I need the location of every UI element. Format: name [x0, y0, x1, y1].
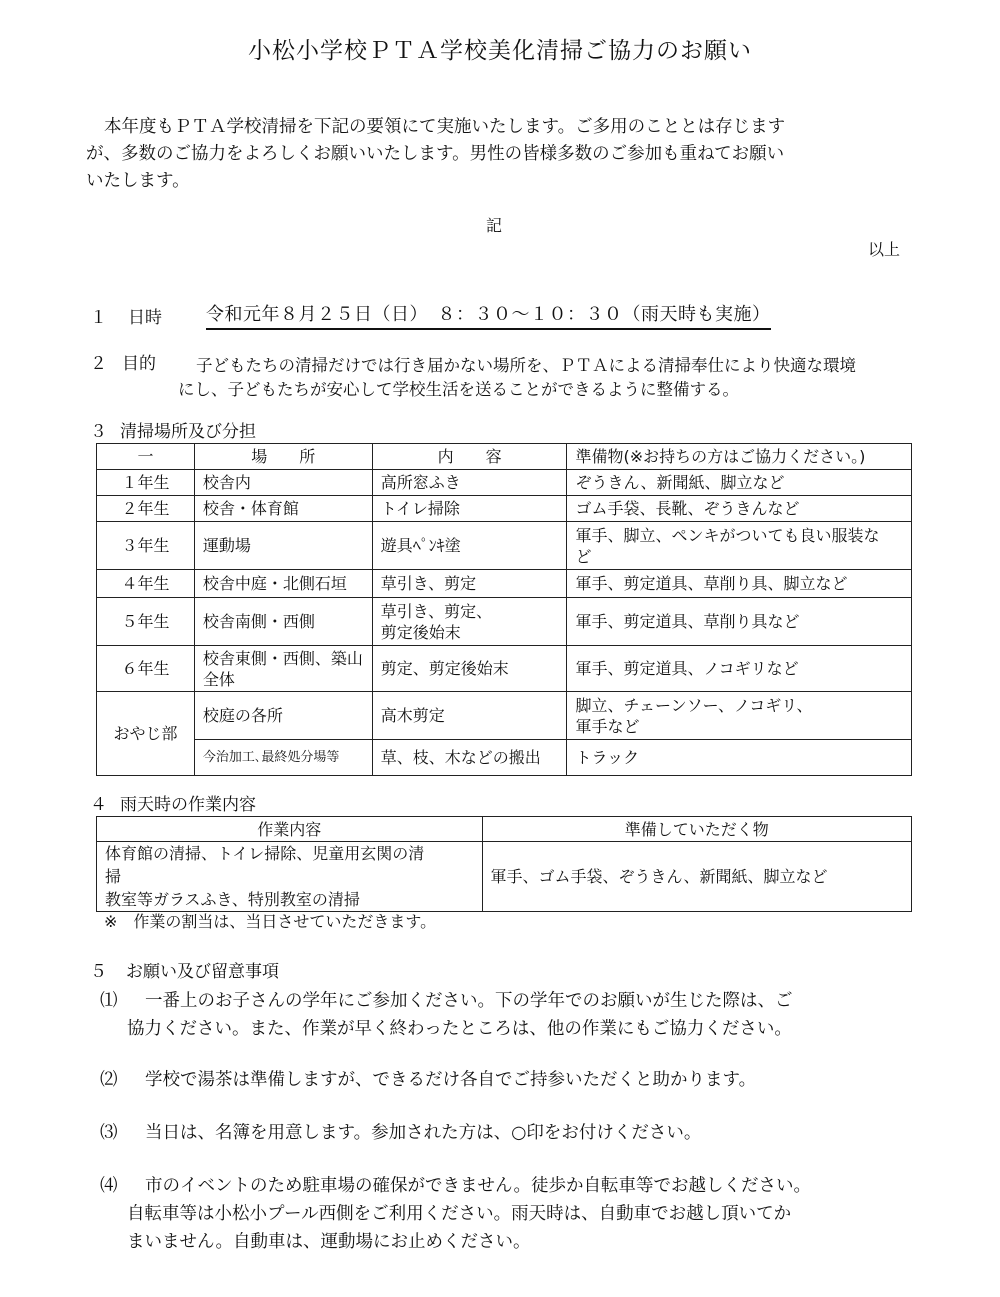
content-line: 草引き、剪定、 [380, 601, 493, 621]
purpose-line: にし、子どもたちが安心して学校生活を送ることができるように整備する。 [178, 380, 739, 399]
items-line: 軍手、脚立、ペンキがついても良い服装な [575, 525, 880, 545]
purpose-line: 子どもたちの清掃だけでは行き届かない場所を、ＰＴＡによる清掃奉仕により快適な環境 [196, 356, 856, 375]
section4-number: ４ [90, 795, 107, 815]
place-cell: 今治加工､最終処分場等 [194, 740, 372, 776]
assignment-note: ※ 作業の割当は、当日させていただきます。 [104, 912, 437, 931]
items-cell: ゴム手袋、長靴、ぞうきんなど [567, 496, 912, 522]
rainy-day-table [96, 816, 912, 912]
items-cell: 軍手、剪定道具、ノコギリなど [567, 646, 912, 692]
items-cell [567, 692, 912, 740]
grade-cell: ５年生 [97, 598, 195, 646]
request-text [127, 987, 915, 1043]
request-line: 一番上のお子さんの学年にご参加ください。下の学年でのお願いが生じた際は、ご [145, 991, 793, 1011]
content-cell: 草引き、剪定 [372, 570, 567, 598]
items-cell: 軍手、剪定道具、草削り具など [567, 598, 912, 646]
work-cell [97, 842, 483, 912]
items-cell [567, 522, 912, 570]
grade-cell: ３年生 [97, 522, 195, 570]
request-number: ⑴ [100, 991, 118, 1011]
request-line: 協力ください。また、作業が早く終わったところは、他の作業にもご協力ください。 [127, 1019, 792, 1039]
content-cell: 高木剪定 [372, 692, 567, 740]
content-cell: 剪定、剪定後始末 [372, 646, 567, 692]
request-line: 学校で湯茶は準備しますが、できるだけ各自でご持参いただくと助かります。 [145, 1070, 757, 1090]
section1-number: １ [90, 308, 107, 328]
request-item [100, 1119, 915, 1147]
content-cell [372, 598, 567, 646]
grade-cell: ２年生 [97, 496, 195, 522]
section2-label: 目的 [122, 354, 156, 374]
request-line: まいません。自動車は、運動場にお止めください。 [127, 1232, 531, 1252]
content-cell: トイレ掃除 [372, 496, 567, 522]
section5-number: ５ [90, 962, 107, 982]
table-row [97, 740, 912, 776]
table-row [97, 522, 912, 570]
request-number: ⑷ [100, 1176, 118, 1196]
request-number: ⑵ [100, 1070, 118, 1090]
grade-cell: ４年生 [97, 570, 195, 598]
section2-number: ２ [90, 354, 107, 374]
request-item [100, 987, 915, 1043]
purpose-text [178, 354, 918, 402]
place-cell: 校舎・体育館 [194, 496, 372, 522]
section5-label: お願い及び留意事項 [126, 962, 279, 982]
request-item [100, 1066, 915, 1094]
place-line: 全体 [202, 669, 235, 689]
section1-label: 日時 [128, 308, 162, 328]
table-header: 準備していただく物 [482, 817, 911, 842]
request-item [100, 1172, 915, 1256]
section3-label: 清掃場所及び分担 [120, 422, 256, 442]
cleaning-assignment-table [96, 443, 912, 776]
table-header: 準備物(※お持ちの方はご協力ください。) [567, 444, 912, 470]
items-line: 脚立、チェーンソー、ノコギリ、 [575, 695, 813, 715]
work-line: 体育館の清掃、トイレ掃除、児童用玄関の清 [105, 844, 425, 863]
place-cell [194, 646, 372, 692]
intro-line: 本年度もＰＴＡ学校清掃を下記の要領にて実施いたします。ご多用のこととは存じます [104, 117, 786, 137]
items-cell: ぞうきん、新聞紙、脚立など [567, 470, 912, 496]
intro-line: が、多数のご協力をよろしくお願いいたします。男性の皆様多数のご参加も重ねてお願い [86, 144, 785, 164]
place-cell: 校舎内 [194, 470, 372, 496]
table-header-row [97, 817, 912, 842]
place-cell: 校舎中庭・北側石垣 [194, 570, 372, 598]
content-cell: 草、枝、木などの搬出 [372, 740, 567, 776]
place-cell: 運動場 [194, 522, 372, 570]
request-number: ⑶ [100, 1123, 118, 1143]
work-line: 教室等ガラスふき、特別教室の清掃 [105, 890, 360, 909]
items-cell: トラック [567, 740, 912, 776]
work-line: 掃 [105, 867, 122, 886]
grade-cell: ６年生 [97, 646, 195, 692]
request-line: 当日は、名簿を用意します。参加された方は、○印をお付けください。 [145, 1123, 702, 1143]
table-row [97, 692, 912, 740]
intro-line: いたします。 [86, 171, 190, 191]
content-cell: 遊具ﾍﾟﾝｷ塗 [372, 522, 567, 570]
ijo-mark: 以上 [868, 240, 901, 259]
table-header: 場 所 [194, 444, 372, 470]
table-header: 作業内容 [97, 817, 483, 842]
table-row [97, 470, 912, 496]
section4-label: 雨天時の作業内容 [120, 795, 256, 815]
event-datetime: 令和元年８月２５日（日） ８：３０～１０：３０（雨天時も実施） [206, 306, 771, 330]
request-line: 自転車等は小松小プール西側をご利用ください。雨天時は、自動車でお越し頂いてか [127, 1204, 792, 1224]
content-line: 剪定後始末 [380, 622, 461, 642]
table-header: 一 [97, 444, 195, 470]
items-cell: 軍手、剪定道具、草削り具、脚立など [567, 570, 912, 598]
ki-mark: 記 [486, 216, 503, 235]
table-row [97, 496, 912, 522]
intro-paragraph [86, 114, 916, 195]
table-row [97, 646, 912, 692]
request-text [127, 1172, 915, 1256]
grade-cell: １年生 [97, 470, 195, 496]
items-cell: 軍手、ゴム手袋、ぞうきん、新聞紙、脚立など [482, 842, 911, 912]
table-header: 内 容 [372, 444, 567, 470]
request-text [127, 1066, 915, 1094]
request-line: 市のイベントのため駐車場の確保ができません。徒歩か自転車等でお越しください。 [145, 1176, 812, 1196]
table-header-row [97, 444, 912, 470]
section3-number: ３ [90, 422, 107, 442]
grade-cell: おやじ部 [97, 692, 195, 776]
table-row [97, 570, 912, 598]
table-row [97, 598, 912, 646]
place-cell: 校庭の各所 [194, 692, 372, 740]
request-text [127, 1119, 915, 1147]
items-line: ど [575, 546, 592, 566]
items-line: 軍手など [575, 716, 640, 736]
table-row [97, 842, 912, 912]
place-line: 校舎東側・西側、築山 [202, 648, 363, 668]
page-title: 小松小学校ＰＴＡ学校美化清掃ご協力のお願い [248, 38, 752, 64]
place-cell: 校舎南側・西側 [194, 598, 372, 646]
content-cell: 高所窓ふき [372, 470, 567, 496]
